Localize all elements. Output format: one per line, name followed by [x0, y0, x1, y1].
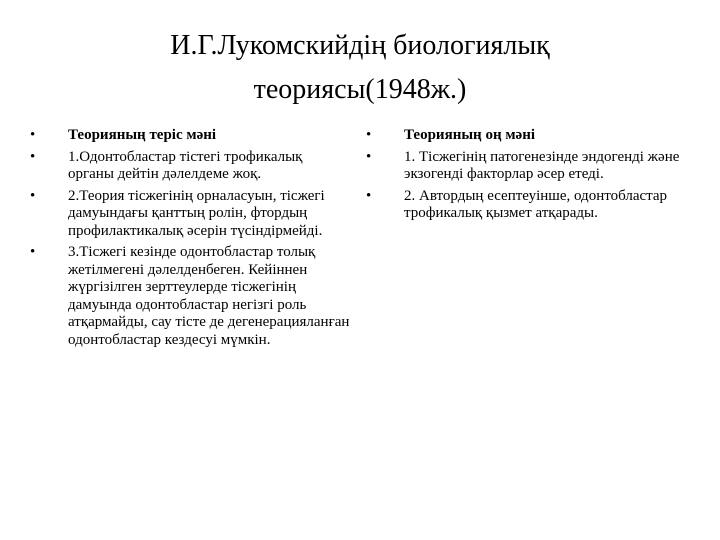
right-list-item	[366, 188, 686, 223]
left-heading-text: Теорияның теріс мәні	[68, 127, 217, 143]
left-list-item	[30, 149, 352, 184]
right-item-text: 2. Автордың есептеуінше, одонтобластар трофикалық қызмет атқарады.	[404, 187, 668, 221]
left-item-text: 3.Тісжегі кезінде одонтобластар толық жетілмегені дәлелденбеген. Кейіннен жүргізілген зерттеулерде тісжегінің дамуында одонтобластар негізгі роль атқармайды, сау тісте де дегенерацияланған одонтобластар кездесуі мүмкін.	[68, 244, 350, 348]
left-item-text: 1.Одонтобластар тістегі трофикалық органы дейтін дәлелдеме жоқ.	[68, 148, 303, 182]
right-heading-text: Теорияның оң мәні	[404, 127, 536, 143]
title-line-2: теориясы(1948ж.)	[253, 74, 467, 105]
slide-title	[80, 24, 640, 112]
right-list-item	[366, 149, 686, 184]
bullet-icon: •	[30, 127, 36, 143]
bullet-icon: •	[30, 148, 36, 165]
bullet-icon: •	[366, 148, 372, 165]
bullet-icon: •	[30, 187, 36, 204]
right-bullet-list	[366, 127, 686, 227]
title-line-1: И.Г.Лукомскийдің биологиялық	[170, 30, 550, 61]
bullet-icon: •	[366, 187, 372, 204]
left-list-heading	[30, 127, 352, 145]
left-list-item	[30, 188, 352, 241]
bullet-icon: •	[30, 244, 36, 260]
right-list-heading	[366, 127, 686, 145]
right-item-text: 1. Тісжегінің патогенезінде эндогенді және экзогенді факторлар әсер етеді.	[404, 148, 680, 182]
left-item-text: 2.Теория тісжегінің орналасуын, тісжегі дамуындағы қанттың ролін, фтордың профилактикалық әсерін түсіндірмейді.	[68, 187, 325, 239]
bullet-icon: •	[366, 127, 372, 143]
left-bullet-list	[30, 127, 352, 353]
left-list-item	[30, 244, 352, 349]
